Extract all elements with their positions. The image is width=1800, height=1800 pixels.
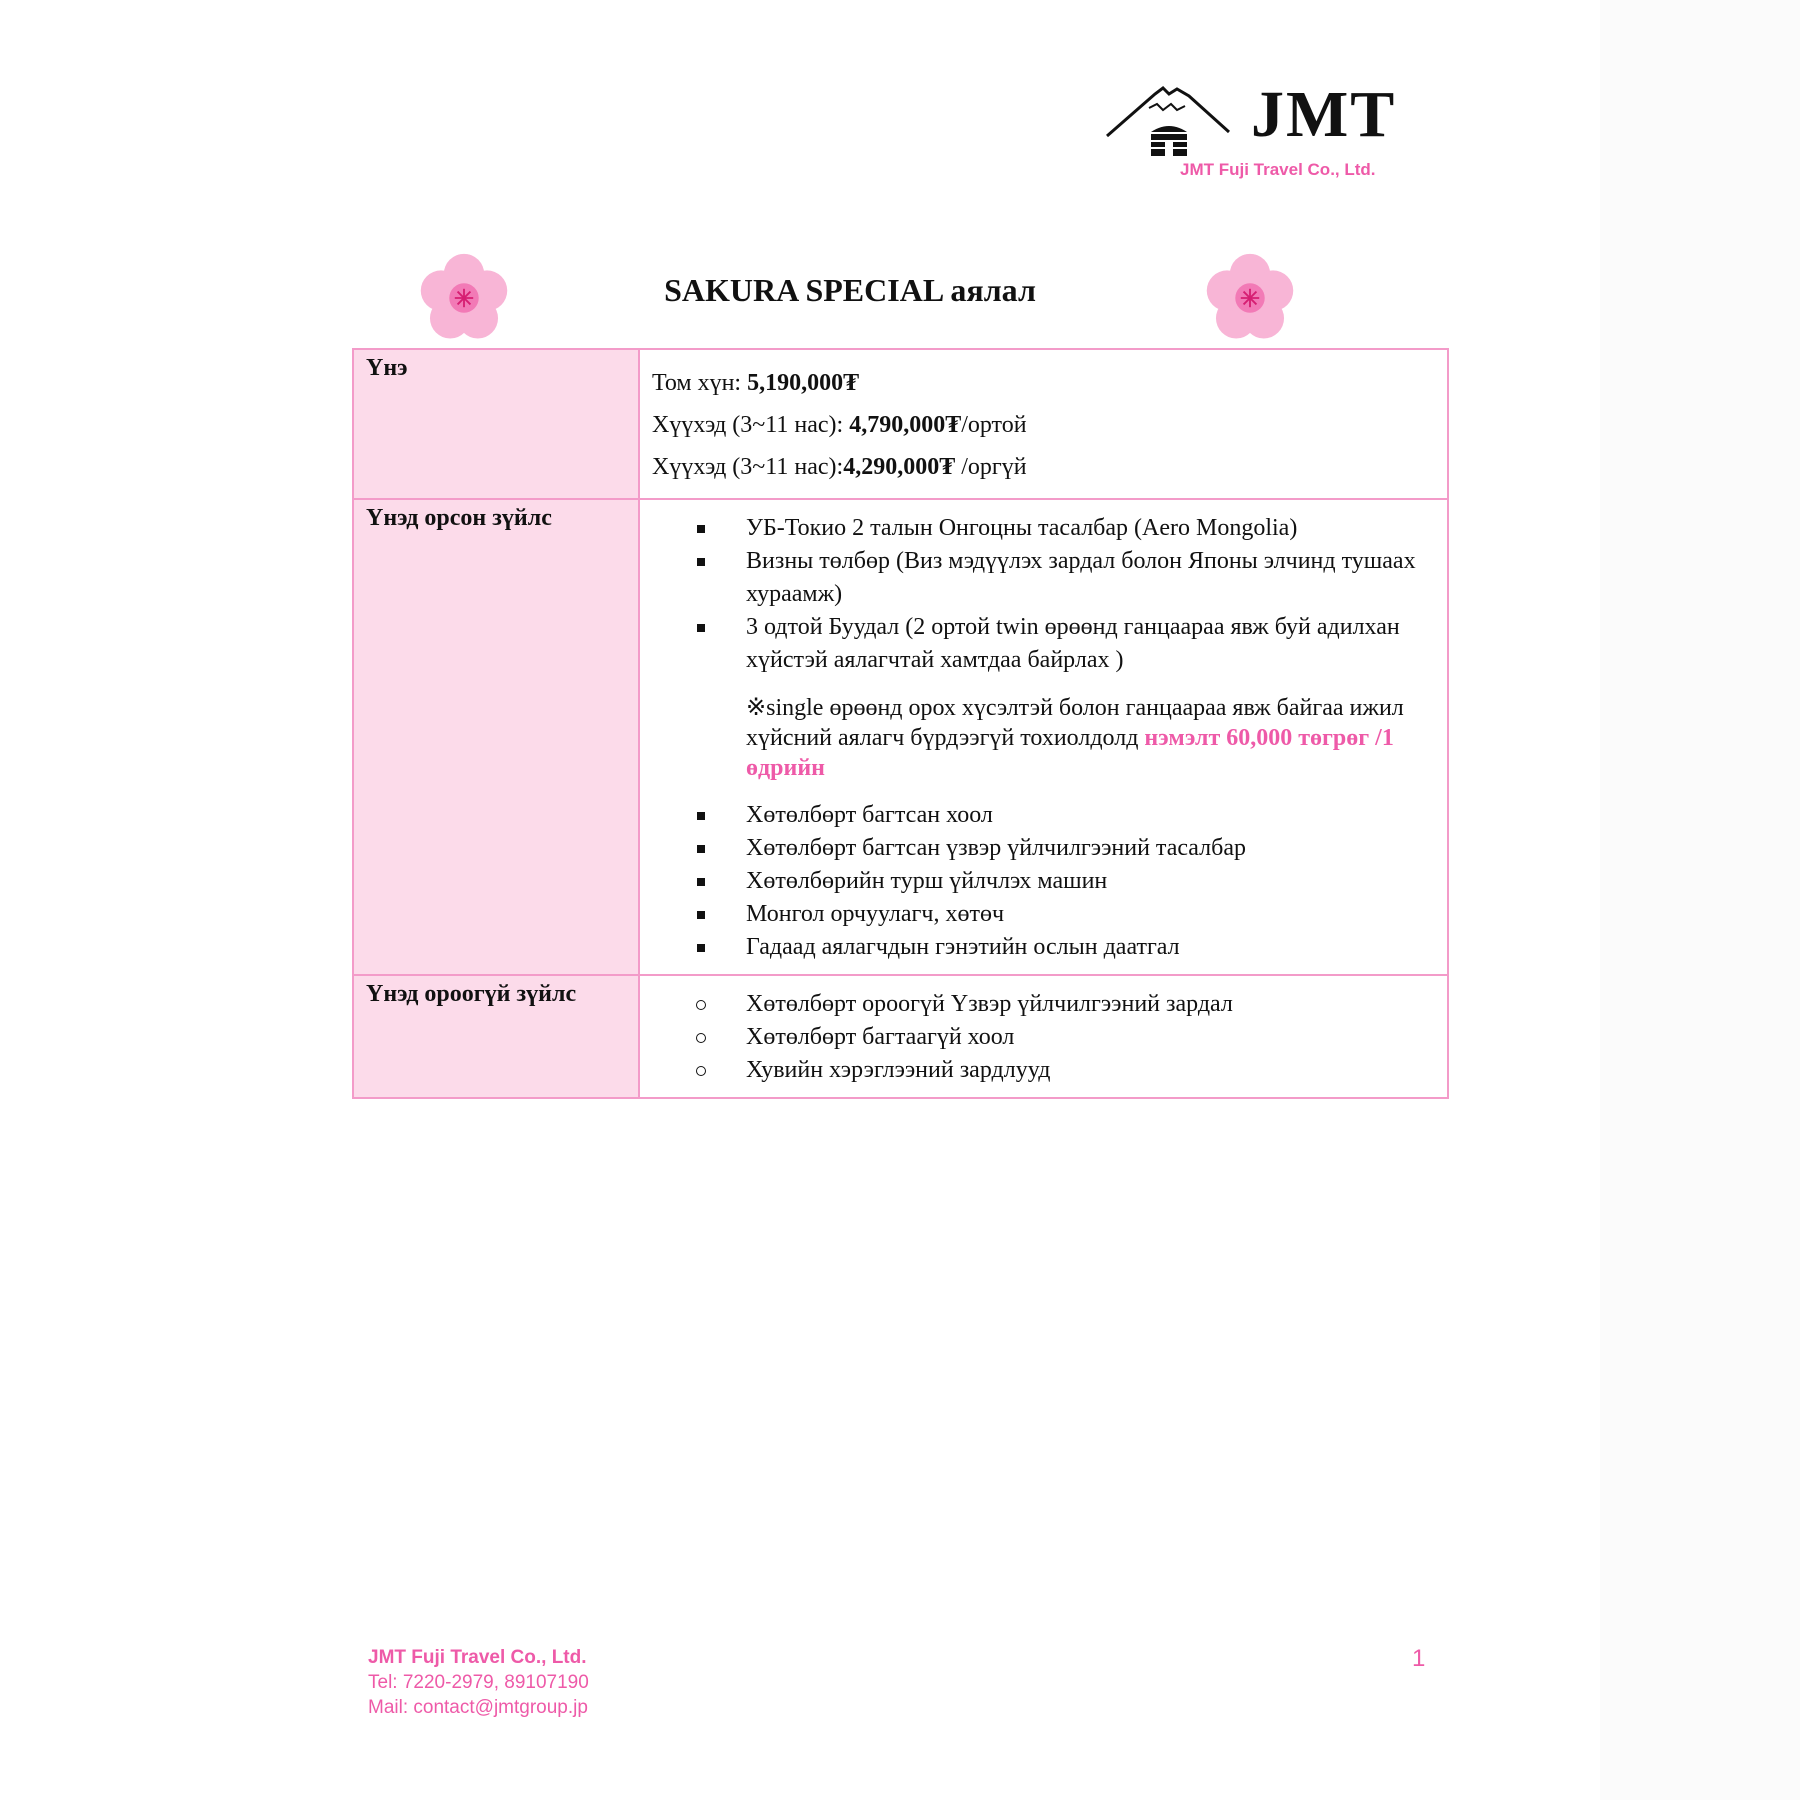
price-child-nobed-value: 4,290,000₮ <box>843 454 956 480</box>
sakura-flower-icon <box>418 252 510 344</box>
list-item <box>652 898 1429 931</box>
price-adult-prefix: Том хүн: <box>652 370 748 396</box>
price-child-bed-suffix: /ортой <box>961 412 1027 438</box>
list-item-text: Монгол орчуулагч, хөтөч <box>746 901 1005 927</box>
footer-tel: Tel: 7220-2979, 89107190 <box>368 1672 589 1693</box>
list-item <box>652 799 1429 832</box>
list-item-text: Хувийн хэрэглээний зардлууд <box>746 1057 1051 1083</box>
list-item-text: Хөтөлбөрт ороогүй Үзвэр үйлчилгээний зардал <box>746 991 1233 1017</box>
note-highlight: нэмэлт 60,000 төгрөг /1 өдрийн <box>746 725 1394 781</box>
list-item-text: Хөтөлбөрт багтаагүй хоол <box>746 1024 1015 1050</box>
price-adult <box>652 362 1429 404</box>
included-list-top <box>652 512 1429 677</box>
price-child-bed-prefix: Хүүхэд (3~11 нас): <box>652 412 850 438</box>
excluded-label: Үнэд ороогүй зүйлс <box>353 975 639 1098</box>
price-content <box>639 349 1448 499</box>
price-label: Үнэ <box>353 349 639 499</box>
list-item <box>652 512 1429 545</box>
footer-company: JMT Fuji Travel Co., Ltd. <box>368 1647 587 1668</box>
list-item-text: 3 одтой Буудал (2 ортой twin өрөөнд ганцаараа явж буй адилхан хүйстэй аялагчтай хамтдаа байрлах ) <box>746 614 1400 673</box>
included-row <box>353 499 1448 975</box>
price-child-nobed <box>652 446 1429 488</box>
list-item-text: УБ-Токио 2 талын Онгоцны тасалбар (Aero Mongolia) <box>746 515 1298 541</box>
price-adult-value: 5,190,000₮ <box>747 370 860 396</box>
excluded-content <box>639 975 1448 1098</box>
sakura-flower-icon <box>1204 252 1296 344</box>
company-logo <box>1105 78 1405 188</box>
price-child-nobed-suffix: /оргүй <box>955 454 1027 480</box>
list-item <box>652 1021 1429 1054</box>
list-item-text: Хөтөлбөрт багтсан үзвэр үйлчилгээний тасалбар <box>746 835 1246 861</box>
mountain-yurt-logo-icon <box>1105 84 1235 164</box>
list-item <box>652 931 1429 964</box>
price-child-nobed-prefix: Хүүхэд (3~11 нас): <box>652 454 844 480</box>
single-room-note <box>652 693 1429 783</box>
list-item-text: Хөтөлбөрийн турш үйлчлэх машин <box>746 868 1108 894</box>
list-item <box>652 865 1429 898</box>
price-row <box>353 349 1448 499</box>
included-content <box>639 499 1448 975</box>
included-label: Үнэд орсон зүйлс <box>353 499 639 975</box>
footer-mail: Mail: contact@jmtgroup.jp <box>368 1697 588 1718</box>
page-title: SAKURA SPECIAL аялал <box>664 272 1036 308</box>
excluded-row <box>353 975 1448 1098</box>
logo-subtitle: JMT Fuji Travel Co., Ltd. <box>1180 160 1376 179</box>
list-item-text: Визны төлбөр (Виз мэдүүлэх зардал болон Японы элчинд тушаах хураамж) <box>746 548 1416 607</box>
list-item <box>652 611 1429 677</box>
price-child-bed-value: 4,790,000₮ <box>849 412 962 438</box>
list-item-text: Гадаад аялагчдын гэнэтийн ослын даатгал <box>746 934 1180 960</box>
list-item <box>652 1054 1429 1087</box>
tour-info-table <box>352 348 1449 1099</box>
excluded-list <box>652 988 1429 1087</box>
list-item <box>652 832 1429 865</box>
list-item <box>652 988 1429 1021</box>
included-list-bottom <box>652 799 1429 964</box>
price-child-bed <box>652 404 1429 446</box>
page-number: 1 <box>1412 1645 1426 1672</box>
page-footer <box>368 1645 589 1720</box>
list-item-text: Хөтөлбөрт багтсан хоол <box>746 802 993 828</box>
logo-wordmark: JMT <box>1251 78 1397 151</box>
note-text: ※single өрөөнд орох хүсэлтэй болон ганцаараа явж байгаа ижил хүйсний аялагч бүрдээгүй тохиолдолд <box>746 695 1404 751</box>
list-item <box>652 545 1429 611</box>
